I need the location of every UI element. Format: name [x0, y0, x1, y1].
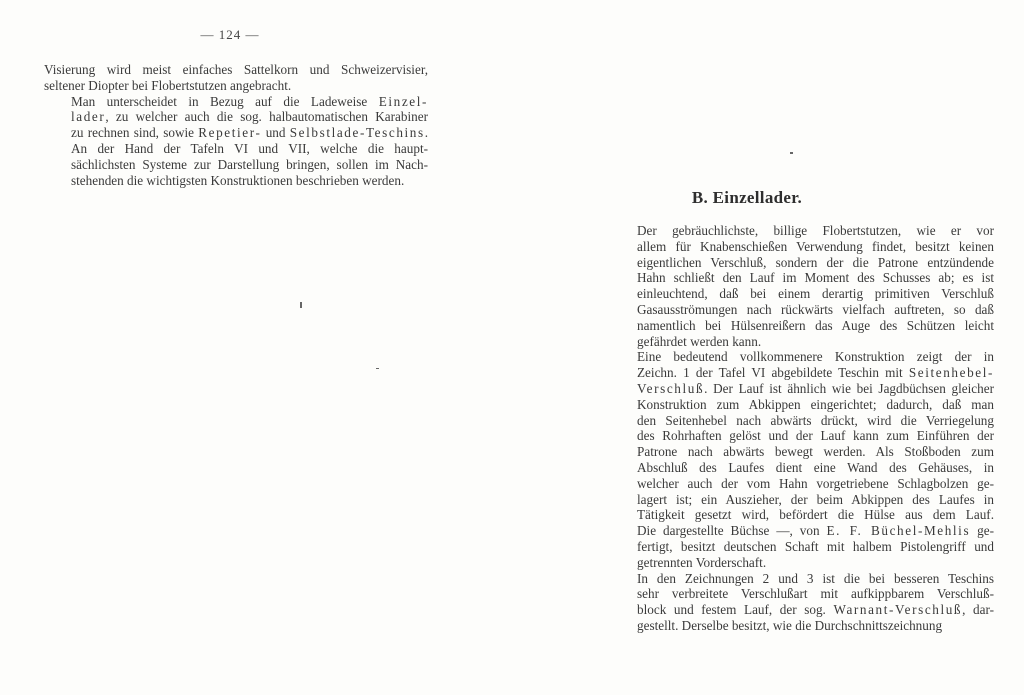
right-page — [512, 0, 1024, 695]
section-heading: B. Einzellader. — [691, 188, 803, 207]
text-run: Zeichn. 1 der Tafel VI abgebildete Teschin mit — [637, 365, 909, 381]
text-run: . Der Lauf ist ähnlich wie bei Jagdbüchsen gleicher — [704, 380, 994, 396]
line — [44, 141, 428, 157]
text-run: zu rechnen sind, sowie — [71, 125, 199, 141]
line — [610, 413, 994, 429]
text-run: sächlichsten Systeme zur Darstellung bringen, sollen im Nach- — [71, 156, 428, 172]
text-run: getrennten Vorderschaft. — [637, 554, 767, 570]
emphasized-text: Einzel- — [378, 93, 428, 109]
text-line: namentlich bei Hülsenreißern das Auge des Schützen leicht — [637, 317, 994, 333]
line — [610, 270, 994, 286]
text-run: lagert ist; ein Auszieher, der beim Abkippen des Laufes in — [637, 491, 994, 507]
line — [610, 397, 994, 413]
text-run: block und festem Lauf, der sog. — [637, 602, 834, 618]
text-run: gestellt. Derselbe besitzt, wie die Durchschnittszeichnung — [637, 617, 943, 633]
emphasized-text: Warnant-Verschluß — [833, 602, 963, 618]
paragraph-visierung — [44, 62, 428, 94]
line — [610, 602, 994, 618]
text-line: Hahn schließt den Lauf im Moment des Schusses ab; es ist — [637, 270, 994, 286]
left-text-column — [44, 62, 428, 188]
text-run: , zu welcher auch die sog. halbautomatischen Karabiner — [105, 109, 428, 125]
line — [44, 78, 428, 94]
line — [610, 239, 994, 255]
line — [610, 255, 994, 271]
line — [610, 460, 994, 476]
emphasized-text: lader — [71, 109, 106, 125]
text-run: An der Hand der Tafeln VI und VII, welche die haupt- — [71, 140, 428, 156]
text-line: Gasausströmungen nach rückwärts vielfach auftreten, so daß — [637, 301, 994, 317]
text-run: , dar- — [962, 602, 994, 618]
text-run: stehenden die wichtigsten Konstruktionen beschrieben werden. — [71, 172, 405, 188]
page-number: — 124 — — [200, 27, 260, 42]
line — [610, 365, 994, 381]
text-line: einleuchtend, daß bei einem derartig primitiven Verschluß — [637, 286, 994, 302]
line — [610, 223, 994, 239]
line — [610, 586, 994, 602]
text-line: eigentlichen Verschluß, sondern der die Patrone entzündende — [637, 254, 994, 270]
text-line: allem für Knabenschießen Verwendung findet, besitzt keinen — [637, 238, 994, 254]
line — [44, 173, 428, 189]
line — [610, 492, 994, 508]
line — [44, 157, 428, 173]
text-run: Man unterscheidet in Bezug auf die Ladeweise — [71, 93, 379, 109]
line — [610, 428, 994, 444]
paragraph-ladeweise — [44, 94, 428, 189]
text-run: Patrone nach abwärts bewegt werden. Als Stoßboden zum — [637, 444, 994, 460]
paragraph-warnant — [610, 571, 994, 634]
text-run: . — [424, 125, 428, 141]
line — [610, 539, 994, 555]
emphasized-text: Verschluß — [637, 380, 705, 396]
text-run: und — [261, 125, 290, 141]
line — [44, 125, 428, 141]
text-run: fertigt, besitzt deutschen Schaft mit halbem Pistolengriff und — [637, 538, 994, 554]
print-speck — [790, 152, 793, 154]
text-run: In den Zeichnungen 2 und 3 ist die bei besseren Teschins — [637, 570, 994, 586]
text-line: gefährdet werden kann. — [637, 333, 762, 349]
emphasized-text: Selbstlade-Teschins — [289, 125, 425, 141]
line — [44, 109, 428, 125]
text-run: Die dargestellte Büchse —, von — [637, 523, 827, 539]
line — [610, 349, 994, 365]
text-run: Abschluß des Laufes dient eine Wand des Gehäuses, in — [637, 459, 994, 475]
line — [610, 507, 994, 523]
text-run: welcher auch der vom Hahn vorgetriebene Schlagbolzen ge- — [637, 475, 994, 491]
line — [610, 334, 994, 350]
line — [610, 444, 994, 460]
text-run: ge- — [970, 523, 994, 539]
text-line: Der gebräuchlichste, billige Flobertstutzen, wie er vor — [637, 223, 994, 238]
emphasized-text: Repetier- — [198, 125, 262, 141]
text-line: seltener Diopter bei Flobertstutzen angebracht. — [44, 77, 292, 93]
emphasized-text: E. F. Büchel-Mehlis — [826, 523, 971, 539]
text-run: den Seitenhebel nach abwärts drückt, wird die Verriegelung — [637, 412, 994, 428]
line — [44, 94, 428, 110]
print-speck — [300, 302, 302, 308]
paragraph-flobertstutzen — [610, 223, 994, 349]
line — [610, 618, 994, 634]
text-line: Visierung wird meist einfaches Sattelkorn und Schweizervisier, — [44, 62, 428, 77]
text-run: Tätigkeit gesetzt wird, befördert die Hülse aus dem Lauf. — [637, 507, 994, 523]
line — [610, 318, 994, 334]
text-run: des Rohrhaften gelöst und der Lauf kann zum Einführen der — [637, 428, 994, 444]
right-text-column — [610, 223, 994, 634]
line — [610, 555, 994, 571]
print-speck — [376, 368, 379, 369]
line — [610, 571, 994, 587]
text-run: Eine bedeutend vollkommenere Konstruktion zeigt der in — [637, 349, 994, 365]
emphasized-text: Seitenhebel- — [908, 365, 994, 381]
line — [610, 302, 994, 318]
paragraph-seitenhebel — [610, 349, 994, 570]
text-run: Konstruktion zum Abkippen eingerichtet; dadurch, daß man — [637, 396, 994, 412]
text-run: sehr verbreitete Verschlußart mit aufkippbarem Verschluß- — [637, 586, 994, 602]
line — [610, 476, 994, 492]
line — [610, 286, 994, 302]
line — [610, 381, 994, 397]
line — [610, 523, 994, 539]
line — [44, 62, 428, 78]
